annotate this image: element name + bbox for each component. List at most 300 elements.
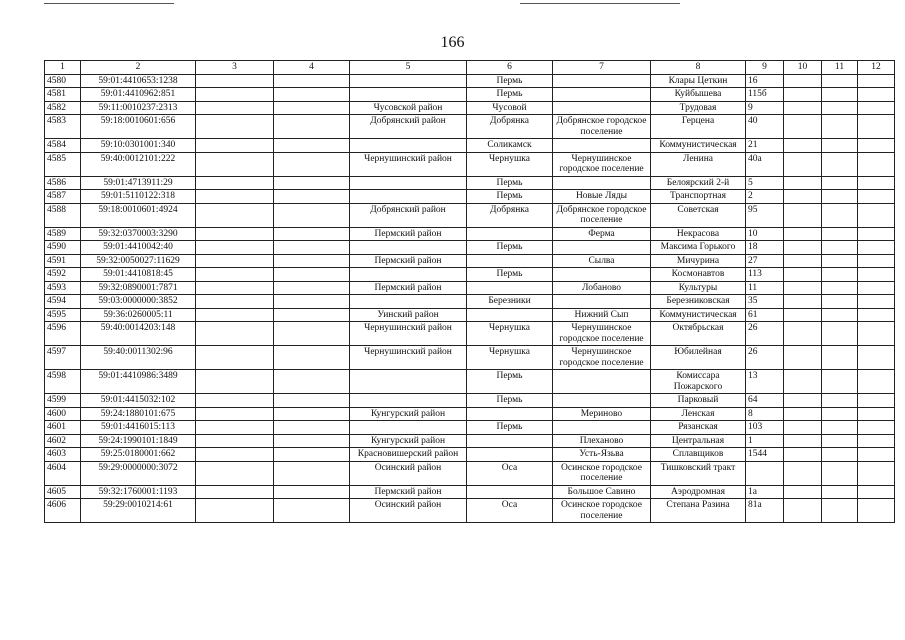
row-number-cell: 4594 xyxy=(45,295,81,309)
col4-cell xyxy=(274,448,350,462)
cadastral-number-cell: 59:36:0260005:11 xyxy=(81,308,196,322)
col10-cell xyxy=(784,485,822,499)
cadastral-number-cell: 59:01:4410986:3489 xyxy=(81,370,196,394)
settlement-cell: Мериново xyxy=(553,407,651,421)
row-number-cell: 4599 xyxy=(45,394,81,408)
row-number-cell: 4582 xyxy=(45,101,81,115)
district-cell: Кунгурский район xyxy=(350,407,467,421)
col11-cell xyxy=(822,461,858,485)
settlement-cell: Осинское городское поселение xyxy=(553,461,651,485)
street-cell: Культуры xyxy=(651,281,746,295)
house-number-cell: 115б xyxy=(746,88,784,102)
house-number-cell: 64 xyxy=(746,394,784,408)
col11-cell xyxy=(822,308,858,322)
settlement-cell: Плеханово xyxy=(553,434,651,448)
city-cell xyxy=(467,434,553,448)
column-header: 7 xyxy=(553,61,651,75)
city-cell: Пермь xyxy=(467,421,553,435)
city-cell: Пермь xyxy=(467,241,553,255)
col12-cell xyxy=(858,115,895,139)
house-number-cell: 18 xyxy=(746,241,784,255)
col4-cell xyxy=(274,254,350,268)
col11-cell xyxy=(822,190,858,204)
col10-cell xyxy=(784,499,822,523)
col4-cell xyxy=(274,281,350,295)
col11-cell xyxy=(822,448,858,462)
col10-cell xyxy=(784,115,822,139)
col10-cell xyxy=(784,203,822,227)
col10-cell xyxy=(784,346,822,370)
col11-cell xyxy=(822,499,858,523)
cadastral-number-cell: 59:40:0014203:148 xyxy=(81,322,196,346)
col3-cell xyxy=(196,281,274,295)
table-row xyxy=(45,190,895,204)
house-number-cell: 5 xyxy=(746,176,784,190)
col12-cell xyxy=(858,308,895,322)
city-cell: Чернушка xyxy=(467,322,553,346)
col10-cell xyxy=(784,421,822,435)
col10-cell xyxy=(784,295,822,309)
col10-cell xyxy=(784,190,822,204)
col11-cell xyxy=(822,101,858,115)
col12-cell xyxy=(858,421,895,435)
col12-cell xyxy=(858,74,895,88)
settlement-cell xyxy=(553,241,651,255)
col3-cell xyxy=(196,407,274,421)
cadastral-number-cell: 59:01:4410042:40 xyxy=(81,241,196,255)
col11-cell xyxy=(822,227,858,241)
settlement-cell xyxy=(553,370,651,394)
house-number-cell: 26 xyxy=(746,322,784,346)
col10-cell xyxy=(784,434,822,448)
col3-cell xyxy=(196,74,274,88)
col4-cell xyxy=(274,74,350,88)
col4-cell xyxy=(274,268,350,282)
col11-cell xyxy=(822,88,858,102)
street-cell: Аэродромная xyxy=(651,485,746,499)
cadastral-number-cell: 59:01:4410653:1238 xyxy=(81,74,196,88)
row-number-cell: 4589 xyxy=(45,227,81,241)
street-cell: Мичурина xyxy=(651,254,746,268)
row-number-cell: 4592 xyxy=(45,268,81,282)
col12-cell xyxy=(858,485,895,499)
col4-cell xyxy=(274,499,350,523)
settlement-cell xyxy=(553,176,651,190)
city-cell xyxy=(467,281,553,295)
city-cell: Чусовой xyxy=(467,101,553,115)
column-header: 10 xyxy=(784,61,822,75)
table-row xyxy=(45,254,895,268)
column-header: 5 xyxy=(350,61,467,75)
table-row xyxy=(45,448,895,462)
house-number-cell: 8 xyxy=(746,407,784,421)
house-number-cell: 9 xyxy=(746,101,784,115)
cadastral-number-cell: 59:24:1880101:675 xyxy=(81,407,196,421)
district-cell: Осинский район xyxy=(350,499,467,523)
city-cell: Пермь xyxy=(467,394,553,408)
col3-cell xyxy=(196,152,274,176)
col10-cell xyxy=(784,268,822,282)
house-number-cell xyxy=(746,461,784,485)
col12-cell xyxy=(858,295,895,309)
col12-cell xyxy=(858,346,895,370)
table-row xyxy=(45,203,895,227)
col4-cell xyxy=(274,203,350,227)
col11-cell xyxy=(822,407,858,421)
district-cell xyxy=(350,268,467,282)
district-cell xyxy=(350,421,467,435)
col4-cell xyxy=(274,322,350,346)
col12-cell xyxy=(858,190,895,204)
settlement-cell xyxy=(553,268,651,282)
district-cell: Чусовской район xyxy=(350,101,467,115)
cadastral-number-cell: 59:32:0370003:3290 xyxy=(81,227,196,241)
col4-cell xyxy=(274,295,350,309)
house-number-cell: 26 xyxy=(746,346,784,370)
col12-cell xyxy=(858,281,895,295)
street-cell: Сплавщиков xyxy=(651,448,746,462)
col11-cell xyxy=(822,370,858,394)
cadastral-number-cell: 59:29:0010214:61 xyxy=(81,499,196,523)
col3-cell xyxy=(196,190,274,204)
district-cell xyxy=(350,74,467,88)
street-cell: Советская xyxy=(651,203,746,227)
row-number-cell: 4593 xyxy=(45,281,81,295)
house-number-cell: 16 xyxy=(746,74,784,88)
cadastral-number-cell: 59:18:0010601:4924 xyxy=(81,203,196,227)
col3-cell xyxy=(196,499,274,523)
col10-cell xyxy=(784,281,822,295)
district-cell: Чернушинский район xyxy=(350,152,467,176)
col10-cell xyxy=(784,394,822,408)
col12-cell xyxy=(858,370,895,394)
city-cell xyxy=(467,485,553,499)
house-number-cell: 21 xyxy=(746,139,784,153)
col11-cell xyxy=(822,394,858,408)
table-row xyxy=(45,499,895,523)
row-number-cell: 4584 xyxy=(45,139,81,153)
col11-cell xyxy=(822,281,858,295)
column-header: 11 xyxy=(822,61,858,75)
table-row xyxy=(45,394,895,408)
col10-cell xyxy=(784,152,822,176)
street-cell: Коммунистическая xyxy=(651,308,746,322)
col11-cell xyxy=(822,203,858,227)
district-cell: Пермский район xyxy=(350,485,467,499)
row-number-cell: 4581 xyxy=(45,88,81,102)
city-cell: Пермь xyxy=(467,88,553,102)
settlement-cell xyxy=(553,74,651,88)
col10-cell xyxy=(784,448,822,462)
col11-cell xyxy=(822,322,858,346)
settlement-cell: Усть-Язьва xyxy=(553,448,651,462)
col12-cell xyxy=(858,499,895,523)
cadastral-number-cell: 59:03:0000000:3852 xyxy=(81,295,196,309)
col4-cell xyxy=(274,370,350,394)
col11-cell xyxy=(822,115,858,139)
house-number-cell: 2 xyxy=(746,190,784,204)
row-number-cell: 4596 xyxy=(45,322,81,346)
house-number-cell: 40 xyxy=(746,115,784,139)
col3-cell xyxy=(196,322,274,346)
row-number-cell: 4586 xyxy=(45,176,81,190)
city-cell: Добрянка xyxy=(467,115,553,139)
col3-cell xyxy=(196,346,274,370)
city-cell: Оса xyxy=(467,461,553,485)
cadastral-number-cell: 59:10:0301001:340 xyxy=(81,139,196,153)
cadastral-number-cell: 59:01:4410962:851 xyxy=(81,88,196,102)
settlement-cell: Чернушинское городское поселение xyxy=(553,152,651,176)
col12-cell xyxy=(858,254,895,268)
settlement-cell: Лобаново xyxy=(553,281,651,295)
house-number-cell: 1544 xyxy=(746,448,784,462)
settlement-cell xyxy=(553,295,651,309)
street-cell: Степана Разина xyxy=(651,499,746,523)
table-row xyxy=(45,115,895,139)
col11-cell xyxy=(822,485,858,499)
table-row xyxy=(45,461,895,485)
col3-cell xyxy=(196,448,274,462)
table-row xyxy=(45,268,895,282)
district-cell xyxy=(350,176,467,190)
cadastral-number-cell: 59:24:1990101:1849 xyxy=(81,434,196,448)
settlement-cell: Добрянское городское поселение xyxy=(553,115,651,139)
table-row xyxy=(45,434,895,448)
settlement-cell: Новые Ляды xyxy=(553,190,651,204)
col4-cell xyxy=(274,152,350,176)
street-cell: Коммунистическая xyxy=(651,139,746,153)
col3-cell xyxy=(196,254,274,268)
district-cell xyxy=(350,241,467,255)
house-number-cell: 27 xyxy=(746,254,784,268)
table-row xyxy=(45,485,895,499)
district-cell xyxy=(350,394,467,408)
city-cell: Добрянка xyxy=(467,203,553,227)
col3-cell xyxy=(196,88,274,102)
city-cell: Соликамск xyxy=(467,139,553,153)
district-cell xyxy=(350,139,467,153)
table-row xyxy=(45,74,895,88)
cadastral-number-cell: 59:32:0050027:11629 xyxy=(81,254,196,268)
row-number-cell: 4604 xyxy=(45,461,81,485)
street-cell: Ленская xyxy=(651,407,746,421)
col4-cell xyxy=(274,394,350,408)
col11-cell xyxy=(822,295,858,309)
column-header: 9 xyxy=(746,61,784,75)
house-number-cell: 95 xyxy=(746,203,784,227)
house-number-cell: 13 xyxy=(746,370,784,394)
col12-cell xyxy=(858,241,895,255)
settlement-cell: Ферма xyxy=(553,227,651,241)
col11-cell xyxy=(822,254,858,268)
col12-cell xyxy=(858,407,895,421)
cadastral-number-cell: 59:29:0000000:3072 xyxy=(81,461,196,485)
col3-cell xyxy=(196,421,274,435)
cadastral-number-cell: 59:40:0011302:96 xyxy=(81,346,196,370)
street-cell: Комиссара Пожарского xyxy=(651,370,746,394)
district-cell xyxy=(350,190,467,204)
row-number-cell: 4605 xyxy=(45,485,81,499)
district-cell: Пермский район xyxy=(350,254,467,268)
col3-cell xyxy=(196,461,274,485)
col12-cell xyxy=(858,152,895,176)
col12-cell xyxy=(858,394,895,408)
col3-cell xyxy=(196,308,274,322)
settlement-cell: Сылва xyxy=(553,254,651,268)
city-cell xyxy=(467,448,553,462)
district-cell: Пермский район xyxy=(350,281,467,295)
col10-cell xyxy=(784,88,822,102)
table-row xyxy=(45,101,895,115)
column-header: 8 xyxy=(651,61,746,75)
column-header: 6 xyxy=(467,61,553,75)
col10-cell xyxy=(784,139,822,153)
col3-cell xyxy=(196,176,274,190)
settlement-cell: Осинское городское поселение xyxy=(553,499,651,523)
col4-cell xyxy=(274,485,350,499)
registry-table xyxy=(44,60,895,523)
house-number-cell: 113 xyxy=(746,268,784,282)
district-cell: Добрянский район xyxy=(350,115,467,139)
settlement-cell: Чернушинское городское поселение xyxy=(553,346,651,370)
col4-cell xyxy=(274,88,350,102)
cadastral-number-cell: 59:25:0180001:662 xyxy=(81,448,196,462)
city-cell: Пермь xyxy=(467,370,553,394)
district-cell xyxy=(350,295,467,309)
table-body xyxy=(45,74,895,523)
col10-cell xyxy=(784,227,822,241)
col12-cell xyxy=(858,88,895,102)
col11-cell xyxy=(822,74,858,88)
col12-cell xyxy=(858,227,895,241)
district-cell: Осинский район xyxy=(350,461,467,485)
col3-cell xyxy=(196,203,274,227)
col3-cell xyxy=(196,434,274,448)
col4-cell xyxy=(274,461,350,485)
col10-cell xyxy=(784,370,822,394)
city-cell: Березники xyxy=(467,295,553,309)
table-row xyxy=(45,139,895,153)
row-number-cell: 4587 xyxy=(45,190,81,204)
city-cell xyxy=(467,407,553,421)
row-number-cell: 4597 xyxy=(45,346,81,370)
district-cell: Кунгурский район xyxy=(350,434,467,448)
city-cell xyxy=(467,227,553,241)
col12-cell xyxy=(858,268,895,282)
col4-cell xyxy=(274,346,350,370)
street-cell: Березниковская xyxy=(651,295,746,309)
table-row xyxy=(45,421,895,435)
cadastral-number-cell: 59:32:1760001:1193 xyxy=(81,485,196,499)
house-number-cell: 61 xyxy=(746,308,784,322)
table-row xyxy=(45,88,895,102)
house-number-cell: 11 xyxy=(746,281,784,295)
row-number-cell: 4600 xyxy=(45,407,81,421)
street-cell: Куйбышева xyxy=(651,88,746,102)
row-number-cell: 4598 xyxy=(45,370,81,394)
col4-cell xyxy=(274,421,350,435)
row-number-cell: 4585 xyxy=(45,152,81,176)
col11-cell xyxy=(822,268,858,282)
cadastral-number-cell: 59:01:4415032:102 xyxy=(81,394,196,408)
row-number-cell: 4601 xyxy=(45,421,81,435)
district-cell: Чернушинский район xyxy=(350,346,467,370)
page-number: 166 xyxy=(440,34,465,51)
settlement-cell: Нижний Сып xyxy=(553,308,651,322)
street-cell: Космонавтов xyxy=(651,268,746,282)
city-cell xyxy=(467,308,553,322)
city-cell: Пермь xyxy=(467,268,553,282)
header-row xyxy=(45,61,895,75)
col10-cell xyxy=(784,101,822,115)
district-cell: Пермский район xyxy=(350,227,467,241)
col4-cell xyxy=(274,308,350,322)
col3-cell xyxy=(196,370,274,394)
street-cell: Октябрьская xyxy=(651,322,746,346)
col10-cell xyxy=(784,176,822,190)
table-row xyxy=(45,295,895,309)
table-row xyxy=(45,176,895,190)
cadastral-number-cell: 59:18:0010601:656 xyxy=(81,115,196,139)
settlement-cell xyxy=(553,139,651,153)
col10-cell xyxy=(784,254,822,268)
col4-cell xyxy=(274,227,350,241)
col12-cell xyxy=(858,203,895,227)
row-number-cell: 4595 xyxy=(45,308,81,322)
district-cell xyxy=(350,370,467,394)
col10-cell xyxy=(784,322,822,346)
col11-cell xyxy=(822,346,858,370)
top-rule-right xyxy=(520,3,680,4)
table-row xyxy=(45,407,895,421)
cadastral-number-cell: 59:01:4416015:113 xyxy=(81,421,196,435)
settlement-cell xyxy=(553,421,651,435)
col10-cell xyxy=(784,74,822,88)
cadastral-number-cell: 59:32:0890001:7871 xyxy=(81,281,196,295)
col12-cell xyxy=(858,176,895,190)
cadastral-number-cell: 59:01:4410818:45 xyxy=(81,268,196,282)
district-cell: Чернушинский район xyxy=(350,322,467,346)
table-row xyxy=(45,281,895,295)
col4-cell xyxy=(274,190,350,204)
row-number-cell: 4591 xyxy=(45,254,81,268)
street-cell: Герцена xyxy=(651,115,746,139)
district-cell: Красновишерский район xyxy=(350,448,467,462)
house-number-cell: 1а xyxy=(746,485,784,499)
cadastral-number-cell: 59:01:4713911:29 xyxy=(81,176,196,190)
street-cell: Белоярский 2-й xyxy=(651,176,746,190)
district-cell xyxy=(350,88,467,102)
settlement-cell xyxy=(553,101,651,115)
column-header: 4 xyxy=(274,61,350,75)
column-header: 12 xyxy=(858,61,895,75)
col12-cell xyxy=(858,101,895,115)
col12-cell xyxy=(858,448,895,462)
city-cell: Чернушка xyxy=(467,346,553,370)
house-number-cell: 1 xyxy=(746,434,784,448)
district-cell: Уинский район xyxy=(350,308,467,322)
city-cell: Пермь xyxy=(467,190,553,204)
house-number-cell: 81а xyxy=(746,499,784,523)
col4-cell xyxy=(274,241,350,255)
district-cell: Добрянский район xyxy=(350,203,467,227)
table-row xyxy=(45,346,895,370)
col3-cell xyxy=(196,268,274,282)
col4-cell xyxy=(274,176,350,190)
column-header: 2 xyxy=(81,61,196,75)
col3-cell xyxy=(196,241,274,255)
house-number-cell: 35 xyxy=(746,295,784,309)
